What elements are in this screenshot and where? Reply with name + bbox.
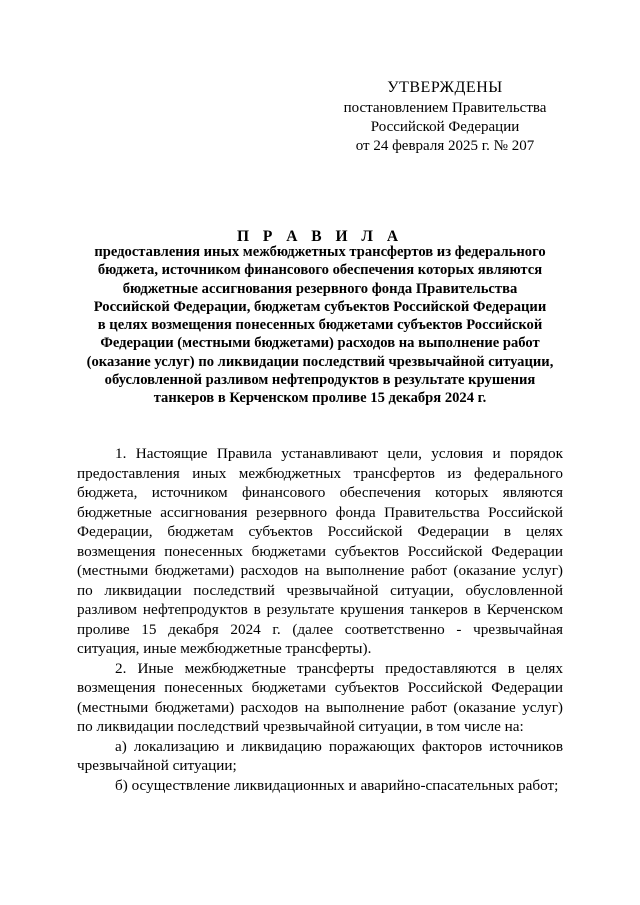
subtitle-line: (оказание услуг) по ликвидации последствий чрезвычайной ситуации, — [86, 353, 554, 370]
subtitle-line: бюджетные ассигнования резервного фонда Правительства — [122, 280, 518, 297]
approval-authority-line: Российской Федерации — [370, 119, 520, 135]
paragraph-2a: а) локализацию и ликвидацию поражающих факторов источников чрезвычайной ситуации; — [77, 737, 563, 774]
document-title: П Р А В И Л А — [236, 228, 404, 245]
subtitle-line: в целях возмещения понесенных бюджетами субъектов Российской — [97, 317, 543, 334]
subtitle-line: бюджета, источником финансового обеспечения которых являются — [97, 262, 543, 279]
paragraph-2b: б) осуществление ликвидационных и аварийно-спасательных работ; — [115, 776, 559, 794]
approval-date-line: от 24 февраля 2025 г. № 207 — [355, 138, 535, 154]
approval-by-line: постановлением Правительства — [343, 100, 547, 116]
document-body — [77, 444, 563, 795]
subtitle-line: предоставления иных межбюджетных трансфертов из федерального — [94, 244, 546, 260]
document-subtitle — [80, 243, 560, 408]
approved-heading: УТВЕРЖДЕНЫ — [387, 79, 503, 96]
subtitle-line: обусловленной разливом нефтепродуктов в результате крушения — [104, 372, 536, 389]
subtitle-line: Федерации (местными бюджетами) расходов на выполнение работ — [100, 335, 540, 352]
subtitle-line: Российской Федерации, бюджетам субъектов Российской Федерации — [93, 298, 547, 315]
paragraph-2: 2. Иные межбюджетные трансферты предоставляются в целях возмещения понесенных бюджетами субъектов Российской Федерации (местными бюджетами) расходов на выполнение работ (оказание услуг) по ликвидации последствий чрезвычайной ситуации, в том числе на: — [77, 659, 563, 735]
paragraph-1: 1. Настоящие Правила устанавливают цели, условия и порядок предоставления иных межбюджетных трансфертов из федерального бюджета, источником финансового обеспечения которых являются бюджетные ассигнования резервного фонда Правительства Российской Федерации, бюджетам субъектов Российской Федерации в целях возмещения понесенных бюджетами субъектов Российской Федерации (местными бюджетами) расходов на выполнение работ (оказание услуг) по ликвидации последствий чрезвычайной ситуации, обусловленной разливом нефтепродуктов в результате крушения танкеров в Керченском проливе 15 декабря 2024 г. (далее соответственно - чрезвычайная ситуация, иные межбюджетные трансферты). — [77, 445, 563, 657]
approval-stamp — [330, 78, 560, 156]
subtitle-line: танкеров в Керченском проливе 15 декабря 2024 г. — [153, 390, 487, 407]
